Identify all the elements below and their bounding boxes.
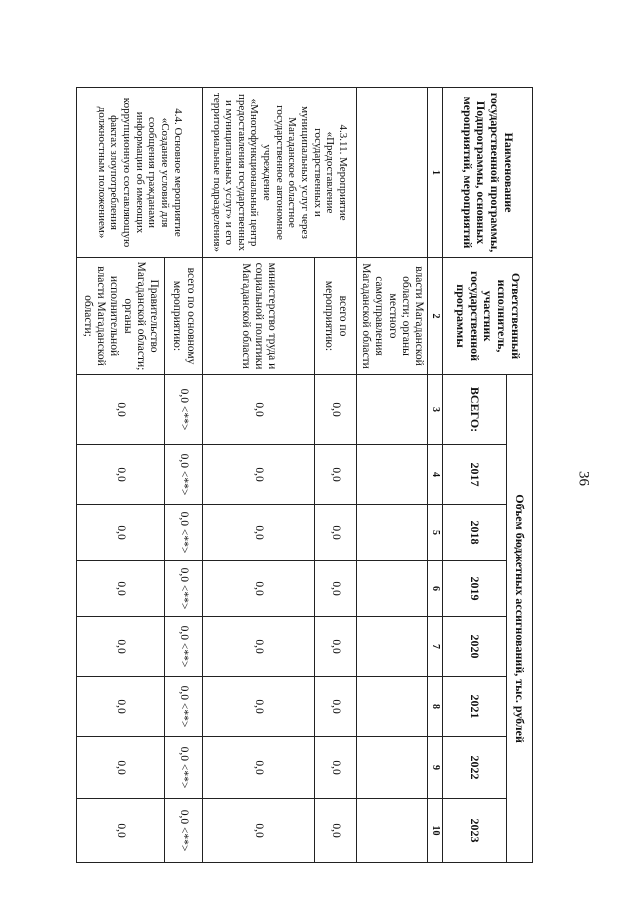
- table-cell: 0,0: [202, 375, 314, 445]
- table-cell: 0,0 <**>: [164, 677, 202, 737]
- table-cell: 0,0: [76, 505, 164, 561]
- table-cell: [356, 561, 427, 617]
- funding-table: [76, 87, 533, 863]
- page-number: 36: [575, 471, 592, 486]
- column-number: 9: [428, 737, 443, 799]
- table-cell-executor: всего по основному мероприятию:: [164, 258, 202, 375]
- table-cell: 0,0: [202, 677, 314, 737]
- rotated-table: [81, 87, 533, 862]
- table-cell: 0,0: [76, 677, 164, 737]
- header-year: 2020: [443, 617, 507, 677]
- table-cell: 0,0: [76, 737, 164, 799]
- table-cell: [356, 677, 427, 737]
- table-cell: 0,0: [314, 799, 356, 863]
- table-cell: 0,0: [202, 799, 314, 863]
- header-year: 2017: [443, 445, 507, 505]
- table-cell-executor: министерство труда и социальной политики Магаданской области: [202, 258, 314, 375]
- table-cell: 0,0: [202, 737, 314, 799]
- table-cell: 0,0: [314, 375, 356, 445]
- table-cell: [356, 445, 427, 505]
- table-cell: [356, 799, 427, 863]
- rotated-table-container: [81, 87, 533, 862]
- column-number: 1: [428, 88, 443, 258]
- table-cell: 0,0: [314, 445, 356, 505]
- table-cell: 0,0 <**>: [164, 737, 202, 799]
- table-cell: 0,0: [202, 445, 314, 505]
- table-cell: 0,0: [76, 375, 164, 445]
- table-cell-empty: [356, 88, 427, 258]
- table-cell: [356, 505, 427, 561]
- table-cell: 0,0: [314, 505, 356, 561]
- table-cell: 0,0: [202, 505, 314, 561]
- table-row: [314, 88, 356, 863]
- table-cell: 0,0 <**>: [164, 375, 202, 445]
- table-cell: 0,0: [76, 445, 164, 505]
- table-cell: [356, 617, 427, 677]
- table-cell: 0,0: [314, 737, 356, 799]
- column-number: 10: [428, 799, 443, 863]
- column-number: 6: [428, 561, 443, 617]
- table-cell: 0,0 <**>: [164, 505, 202, 561]
- measure-4-4: 4.4. Основное мероприятие «Создание условий для сообщения гражданами информации об имеющих коррупционную составляющую фактах злоупотребления должностным положением»: [76, 88, 202, 258]
- header-row-top: [507, 88, 533, 863]
- header-year: 2021: [443, 677, 507, 737]
- table-cell: 0,0: [76, 561, 164, 617]
- table-cell-executor: Правительство Магаданской области; органы исполнительной власти Магаданской области;: [76, 258, 164, 375]
- table-cell: 0,0 <**>: [164, 561, 202, 617]
- column-number: 7: [428, 617, 443, 677]
- table-cell: 0,0 <**>: [164, 445, 202, 505]
- table-cell: 0,0: [314, 561, 356, 617]
- table-cell-executor: власти Магаданской области; органы местного самоуправления Магаданской области: [356, 258, 427, 375]
- table-cell: [356, 737, 427, 799]
- header-year: 2018: [443, 505, 507, 561]
- header-total: ВСЕГО:: [443, 375, 507, 445]
- table-row: [164, 88, 202, 863]
- header-year: 2019: [443, 561, 507, 617]
- header-year: 2023: [443, 799, 507, 863]
- column-number: 4: [428, 445, 443, 505]
- header-funding: Объем бюджетных ассигнований, тыс. рублей: [507, 375, 533, 863]
- table-cell: 0,0: [76, 617, 164, 677]
- column-number: 3: [428, 375, 443, 445]
- table-cell: 0,0 <**>: [164, 799, 202, 863]
- table-cell: [356, 375, 427, 445]
- table-cell: 0,0: [202, 561, 314, 617]
- header-col1: Наименование государственной программы, Подпрограммы, основных мероприятий, мероприятий: [443, 88, 533, 258]
- header-col2: Ответственный исполнитель, участник государственной программы: [443, 258, 533, 375]
- table-cell: 0,0: [76, 799, 164, 863]
- header-year: 2022: [443, 737, 507, 799]
- table-cell: 0,0: [314, 617, 356, 677]
- measure-4-3-11: 4.3.11. Мероприятие «Предоставление государственных и муниципальных услуг через Магаданское областное государственное автономное учреждение «Многофункциональный центр предоставления государственных и муниципальных услуг» и его территориальные подразделения»: [202, 88, 356, 258]
- column-number: 2: [428, 258, 443, 375]
- column-number: 5: [428, 505, 443, 561]
- column-number: 8: [428, 677, 443, 737]
- table-cell: 0,0 <**>: [164, 617, 202, 677]
- table-cell: 0,0: [314, 677, 356, 737]
- column-number-row: [428, 88, 443, 863]
- table-cell-executor: всего по мероприятию:: [314, 258, 356, 375]
- table-row: [356, 88, 427, 863]
- table-cell: 0,0: [202, 617, 314, 677]
